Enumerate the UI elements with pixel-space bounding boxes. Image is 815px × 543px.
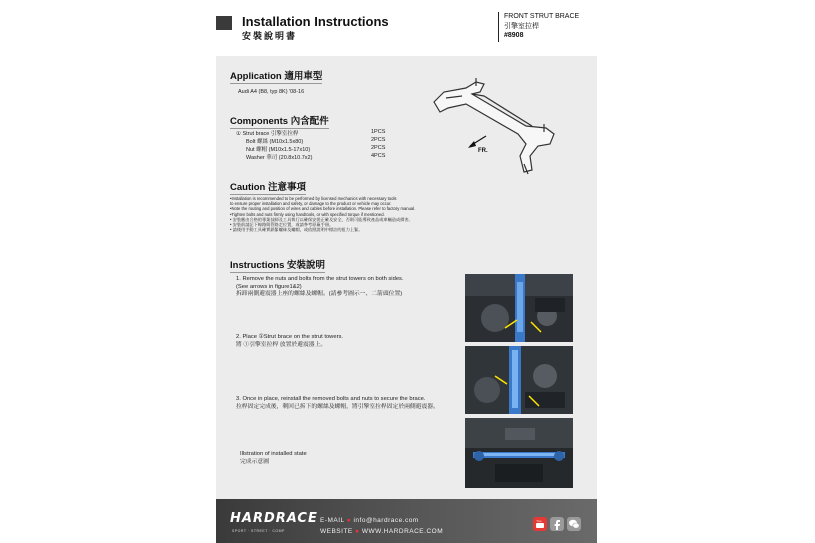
component-name: Bolt 螺絲 (M10x1.5x80) (246, 139, 304, 145)
caution-line: • 安裝應由合格的專業技師及工具執行以確保安裝正確及安全，否則可能導致產品或車輛造成損害。 (230, 216, 413, 222)
application-vehicle: Audi A4 (B8, typ 8K) '08-16 (238, 89, 305, 95)
caution-line: •Note the routing and position of wires and cables before installation. Please refer to factory manual. (230, 206, 416, 212)
figure-1-photo (465, 274, 573, 342)
website-line (320, 528, 443, 535)
step-2-line: 2. Place ①Strut brace on the strut towers. (236, 334, 344, 340)
email-link[interactable]: info@hardrace.com (353, 517, 419, 524)
wechat-icon[interactable] (567, 517, 581, 531)
logo-tagline: SPORT · STREET · COMP (232, 529, 285, 533)
hardrace-logo: HARDRACE (230, 511, 318, 526)
step-1 (236, 276, 404, 299)
component-name: Washer 華司 (20.8x10.7x2) (246, 155, 313, 161)
bullet-icon: ● (355, 528, 362, 535)
caution-line: to ensure proper installation and safety, or damage to the product or vehicle may occur. (230, 201, 392, 207)
step-2-line: 將 ①引擎室拉桿 放置於避震器上。 (236, 341, 327, 348)
facebook-icon[interactable] (550, 517, 564, 531)
component-qty: 2PCS (371, 145, 386, 151)
caution-line: •Tighten bolts and nuts firmly using handtools, or with specified torque if mentioned. (230, 211, 385, 217)
step-3-line: 拉桿固定完成後，剩回已拆下的螺絲及螺帽，將引擎室拉桿固定於兩側避震器。 (236, 403, 439, 410)
title-accent-bar (216, 16, 232, 30)
website-label: WEBSITE (320, 528, 353, 535)
part-number: #8908 (504, 32, 524, 39)
product-info (504, 12, 579, 41)
component-name: ① Strut brace 引擎室拉桿 (236, 131, 299, 137)
caution-text (230, 196, 415, 232)
email-line (320, 517, 419, 524)
application-heading: Application 適用車型 (230, 68, 322, 84)
step-3 (236, 396, 439, 411)
strut-brace-diagram (426, 74, 576, 184)
page-title: Installation Instructions (242, 14, 389, 29)
illustration-caption-line: Illstration of installed state (240, 451, 307, 457)
front-direction-label: FR. (478, 148, 488, 154)
footer (216, 499, 597, 543)
header-divider (498, 12, 499, 42)
step-1-line: 1. Remove the nuts and bolts from the strut towers on both sides. (236, 276, 404, 282)
svg-text:You: You (536, 519, 542, 523)
page-title-chinese: 安裝說明書 (242, 31, 298, 41)
component-name: Nut 螺帽 (M10x1.5-17x10) (246, 147, 311, 153)
installed-state-photo (465, 418, 573, 488)
component-qty: 1PCS (371, 129, 386, 135)
caution-line: • 請使用手動工具確實鎖緊螺絲及螺帽，或依照說明中標註的扭力上緊。 (230, 227, 363, 233)
product-name-chinese: 引擎室拉桿 (504, 22, 539, 30)
step-3-line: 3. Once in place, reinstall the removed bolts and nuts to secure the brace. (236, 396, 426, 402)
component-qty: 2PCS (371, 137, 386, 143)
illustration-caption (240, 451, 307, 466)
email-label: E-MAIL (320, 517, 345, 524)
figure-2-photo (465, 346, 573, 414)
caution-heading: Caution 注意事項 (230, 179, 306, 195)
caution-line: •Installation is recommended to be performed by licensed mechanics with necessary tools (230, 196, 397, 201)
component-qty: 4PCS (371, 153, 386, 159)
instructions-heading: Instructions 安裝說明 (230, 257, 325, 273)
bullet-icon: ● (346, 517, 354, 524)
instruction-sheet (216, 0, 597, 543)
product-name: FRONT STRUT BRACE (504, 13, 580, 20)
website-link[interactable]: WWW.HARDRACE.COM (361, 528, 444, 535)
illustration-caption-line: 完成示意圖 (240, 458, 269, 465)
step-1-line: (See arrows in figure1&2) (236, 283, 302, 290)
youtube-icon[interactable] (533, 517, 547, 531)
step-1-line: 拆卸兩側避震器上座的螺絲及螺帽。(請參考圖示一、二箭頭位置) (236, 291, 403, 298)
step-2 (236, 334, 343, 349)
components-heading: Components 內含配件 (230, 113, 329, 129)
caution-line: • 安裝前請記下線路與管路走位置，或請參考原廠手冊。 (230, 222, 334, 228)
